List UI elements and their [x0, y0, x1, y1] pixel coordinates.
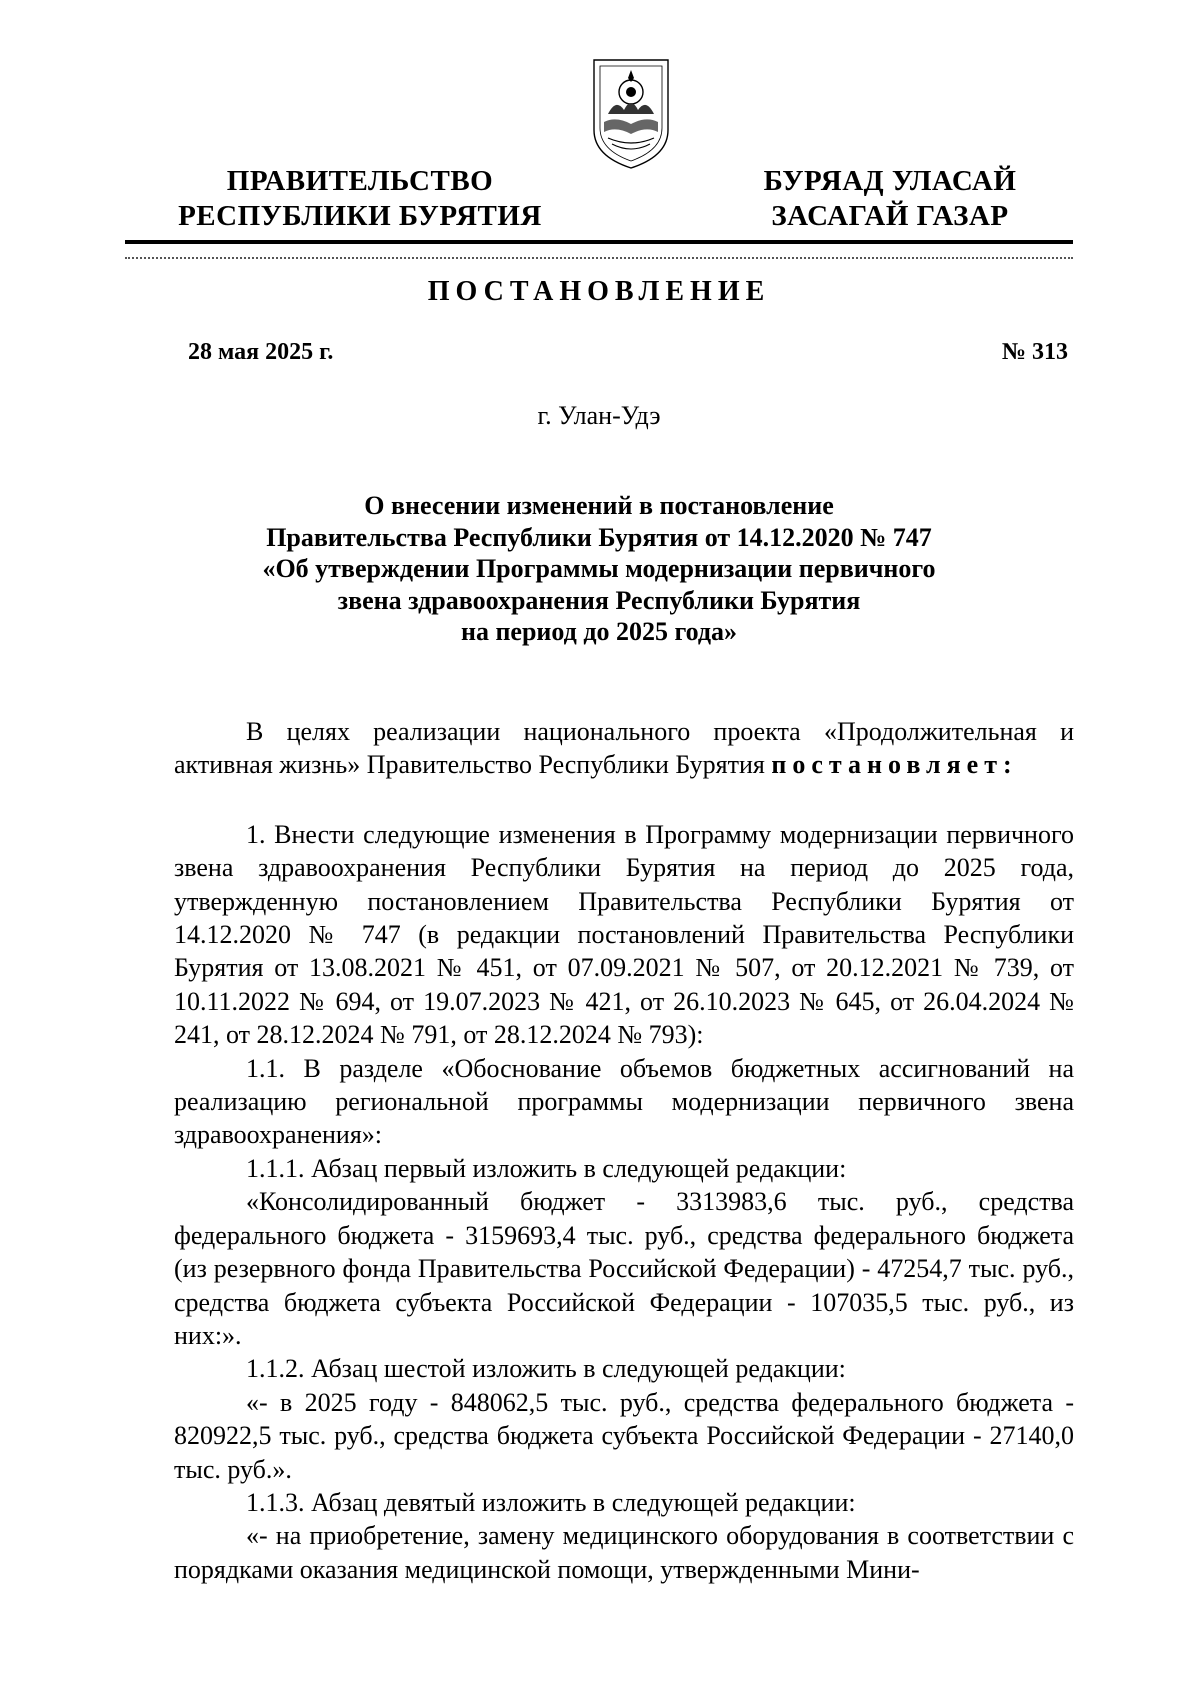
header-divider-thin [125, 257, 1073, 259]
body-paragraph: «- в 2025 году - 848062,5 тыс. руб., средства федерального бюджета - 820922,5 тыс. руб., средства бюджета субъекта Российской Федерации - 27140,0 тыс. руб.». [174, 1387, 1074, 1484]
subject-line: О внесении изменений в постановление [364, 491, 834, 520]
preamble-paragraph [174, 715, 1074, 782]
document-number: № 313 [1001, 339, 1068, 365]
body-paragraph: 1.1.2. Абзац шестой изложить в следующей редакции: [246, 1354, 846, 1384]
document-date: 28 мая 2025 г. [188, 339, 334, 365]
body-paragraph: «Консолидированный бюджет - 3313983,6 тыс. руб., средства федерального бюджета - 3159693,4 тыс. руб., средства федерального бюджета (из резервного фонда Правительства Российской Федерации) - 47254,7 тыс. руб., средства бюджета субъекта Российской Федерации - 107035,5 тыс. руб., из них:». [174, 1187, 1074, 1350]
issuer-line-2: РЕСПУБЛИКИ БУРЯТИЯ [178, 200, 542, 232]
document-type-title: ПОСТАНОВЛЕНИЕ [427, 276, 771, 307]
document-subject [125, 490, 1073, 648]
issuer-line-1-buryat: БУРЯАД УЛАСАЙ [763, 165, 1017, 197]
body-paragraph: 1.1.1. Абзац первый изложить в следующей редакции: [246, 1153, 847, 1183]
issuer-name-buryat [745, 164, 1035, 234]
subject-line: на период до 2025 года» [460, 617, 738, 646]
body-paragraph: 1.1.3. Абзац девятый изложить в следующей редакции: [246, 1487, 856, 1517]
issuer-line-2-buryat: ЗАСАГАЙ ГАЗАР [771, 200, 1009, 232]
subject-line: Правительства Республики Бурятия от 14.12.2020 № 747 [266, 522, 932, 552]
document-city: г. Улан-Удэ [537, 401, 661, 430]
body-paragraph: 1.1. В разделе «Обоснование объемов бюджетных ассигнований на реализацию региональной программы модернизации первичного звена здравоохранения»: [174, 1053, 1074, 1150]
body-paragraph: 1. Внести следующие изменения в Программу модернизации первичного звена здравоохранения Республики Бурятия на период до 2025 года, утвержденную постановлением Правительства Республики Бурятия от 14.12.2020 № 747 (в редакции постановлений Правительства Республики Бурятия от 13.08.2021 № 451, от 07.09.2021 № 507, от 20.12.2021 № 739, от 10.11.2022 № 694, от 19.07.2023 № 421, от 26.10.2023 № 645, от 26.04.2024 № 241, от 28.12.2024 № 791, от 28.12.2024 № 793): [174, 819, 1074, 1050]
issuer-line-1: ПРАВИТЕЛЬСТВО [226, 165, 494, 197]
header-divider-thick [125, 240, 1073, 244]
coat-of-arms-emblem [586, 52, 676, 172]
subject-line: звена здравоохранения Республики Бурятия [337, 585, 861, 615]
body-paragraph: «- на приобретение, замену медицинского оборудования в соответствии с порядками оказания медицинской помощи, утвержденными Мини- [174, 1521, 1074, 1584]
document-body [174, 715, 1074, 1586]
preamble-verb: постановляет: [771, 750, 1018, 780]
preamble-text: В целях реализации национального проекта «Продолжительная и активная жизнь» Правительство Республики Бурятия [174, 717, 1074, 780]
subject-line: «Об утверждении Программы модернизации первичного [262, 554, 936, 583]
issuer-name-russian [175, 164, 545, 234]
